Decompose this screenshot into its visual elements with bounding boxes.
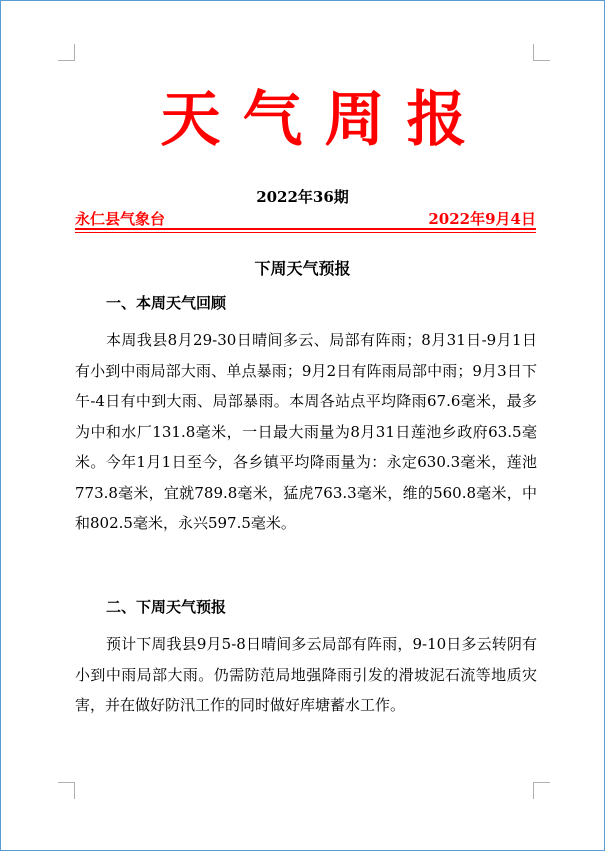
- header-rule-thin: [75, 232, 536, 233]
- section-body-forecast: 预计下周我县9月5-8日晴间多云局部有阵雨，9-10日多云转阴有小到中雨局部大雨。仍需防范局地强降雨引发的滑坡泥石流等地质灾害，并在做好防汛工作的同时做好库塘蓄水工作。: [75, 635, 537, 714]
- issue-date: 2022年9月4日: [428, 210, 536, 228]
- margin-mark-bottom-left: [58, 782, 75, 799]
- margin-mark-bottom-right: [533, 782, 550, 799]
- margin-mark-top-right: [533, 44, 550, 61]
- masthead-title: 天气周报: [160, 85, 489, 155]
- organization-name: 永仁县气象台: [75, 210, 166, 228]
- section-heading-forecast: 二、下周天气预报: [106, 598, 227, 616]
- issue-number: 2022年36期: [256, 188, 349, 206]
- margin-mark-top-left: [58, 44, 75, 61]
- header-rule-thick: [75, 228, 536, 230]
- section-body-review: 本周我县8月29-30日晴间多云、局部有阵雨；8月31日-9月1日有小到中雨局部大雨、单点暴雨；9月2日有阵雨局部中雨；9月3日下午-4日有中到大雨、局部暴雨。本周各站点平均降雨67.6毫米，最多为中和水厂131.8毫米，一日最大雨量为8月31日莲池乡政府63.5毫米。今年1月1日至今，各乡镇平均降雨量为：永定630.3毫米，莲池773.8毫米，宜就789.8毫米，猛虎763.3毫米，维的560.8毫米，中和802.5毫米，永兴597.5毫米。: [75, 331, 537, 532]
- document-title: 下周天气预报: [254, 259, 351, 278]
- section-heading-review: 一、本周天气回顾: [106, 294, 227, 312]
